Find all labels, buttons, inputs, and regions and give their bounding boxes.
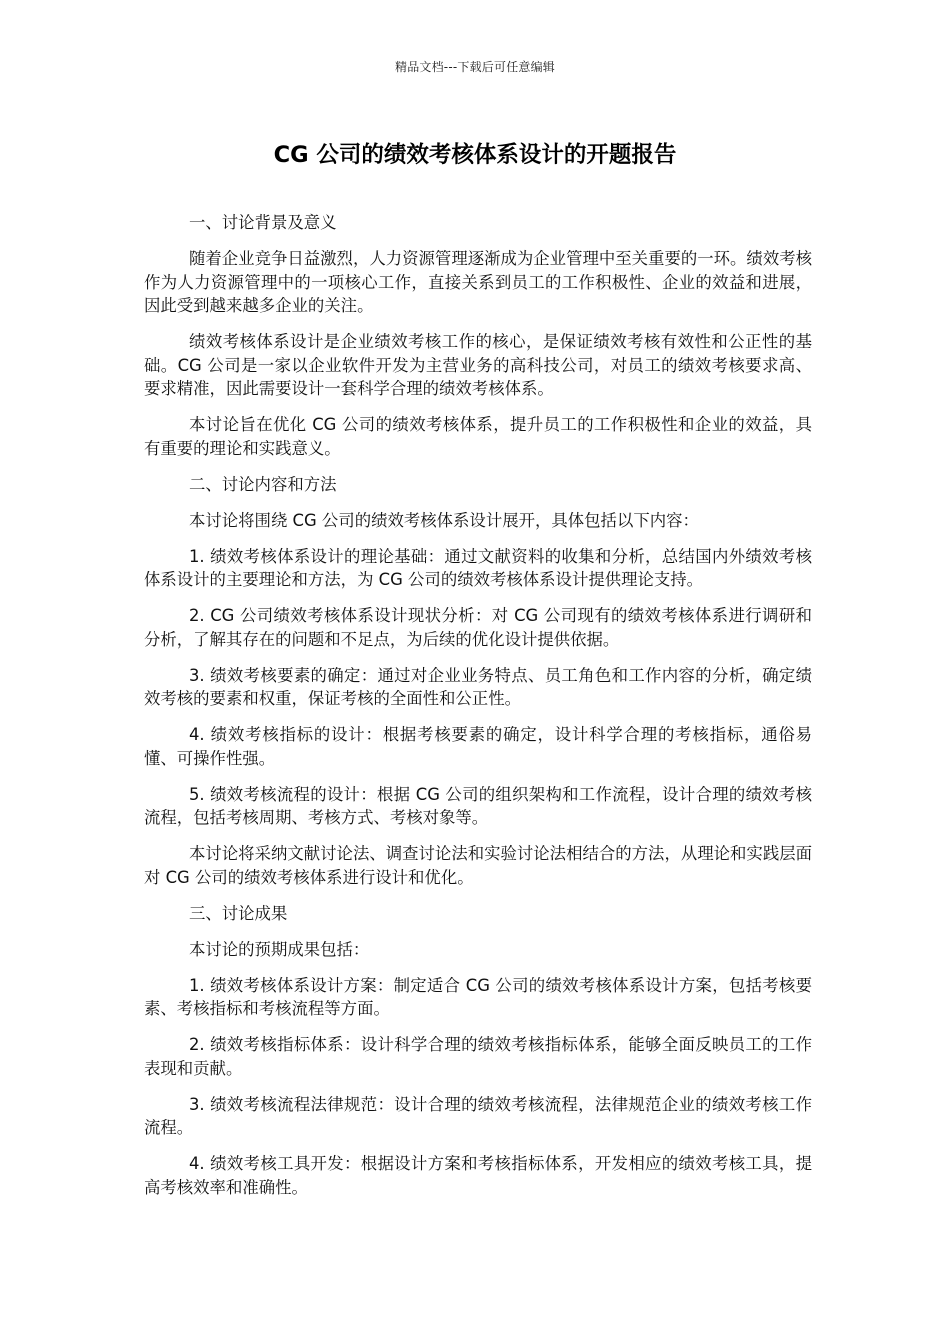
body-paragraph: 本讨论旨在优化 CG 公司的绩效考核体系，提升员工的工作积极性和企业的效益，具有重要的理论和实践意义。 (144, 415, 812, 458)
list-item: 1. 绩效考核体系设计的理论基础：通过文献资料的收集和分析，总结国内外绩效考核体系设计的主要理论和方法，为 CG 公司的绩效考核体系设计提供理论支持。 (144, 546, 812, 589)
list-item: 2. CG 公司绩效考核体系设计现状分析：对 CG 公司现有的绩效考核体系进行调研和分析，了解其存在的问题和不足点，为后续的优化设计提供依据。 (144, 606, 812, 649)
list-item: 3. 绩效考核要素的确定：通过对企业业务特点、员工角色和工作内容的分析，确定绩效考核的要素和权重，保证考核的全面性和公正性。 (144, 665, 812, 708)
body-paragraph: 本讨论将围绕 CG 公司的绩效考核体系设计展开，具体包括以下内容： (189, 510, 699, 530)
body-paragraph: 本讨论的预期成果包括： (189, 939, 370, 959)
list-item: 5. 绩效考核流程的设计：根据 CG 公司的组织架构和工作流程，设计合理的绩效考核流程，包括考核周期、考核方式、考核对象等。 (144, 784, 812, 827)
header-note: 精品文档---下载后可任意编辑 (395, 60, 555, 74)
body-paragraph: 绩效考核体系设计是企业绩效考核工作的核心，是保证绩效考核有效性和公正性的基础。CG 公司是一家以企业软件开发为主营业务的高科技公司，对员工的绩效考核要求高、要求精准，因此需要设计一套科学合理的绩效考核体系。 (144, 332, 812, 398)
section-heading: 三、讨论成果 (189, 903, 288, 923)
list-item: 2. 绩效考核指标体系：设计科学合理的绩效考核指标体系，能够全面反映员工的工作表现和贡献。 (144, 1035, 812, 1078)
body-paragraph: 本讨论将采纳文献讨论法、调查讨论法和实验讨论法相结合的方法，从理论和实践层面对 CG 公司的绩效考核体系进行设计和优化。 (144, 844, 812, 887)
document-title: CG 公司的绩效考核体系设计的开题报告 (273, 142, 677, 168)
body-paragraph: 随着企业竞争日益激烈，人力资源管理逐渐成为企业管理中至关重要的一环。绩效考核作为人力资源管理中的一项核心工作，直接关系到员工的工作积极性、企业的效益和进展，因此受到越来越多企业的关注。 (144, 249, 812, 315)
document-body (144, 211, 812, 1212)
list-item: 4. 绩效考核工具开发：根据设计方案和考核指标体系，开发相应的绩效考核工具，提高考核效率和准确性。 (144, 1154, 812, 1197)
section-heading: 一、讨论背景及意义 (189, 213, 337, 232)
list-item: 1. 绩效考核体系设计方案：制定适合 CG 公司的绩效考核体系设计方案，包括考核要素、考核指标和考核流程等方面。 (144, 975, 812, 1018)
list-item: 4. 绩效考核指标的设计：根据考核要素的确定，设计科学合理的考核指标，通俗易懂、可操作性强。 (144, 725, 812, 768)
list-item: 3. 绩效考核流程法律规范：设计合理的绩效考核流程，法律规范企业的绩效考核工作流程。 (144, 1094, 812, 1137)
section-heading: 二、讨论内容和方法 (189, 474, 337, 494)
